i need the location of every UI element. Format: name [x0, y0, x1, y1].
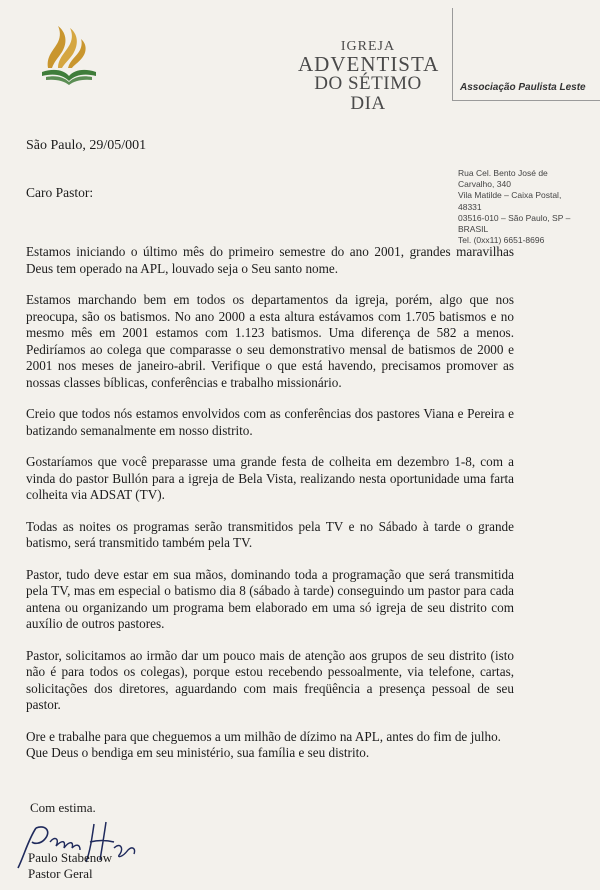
address-line: Rua Cel. Bento José de	[458, 168, 548, 178]
paragraph: Creio que todos nós estamos envolvidos com as conferências dos pastores Viana e Pereira e batizando semanalmente em nosso distrito.	[26, 406, 514, 438]
closing: Com estima.	[30, 800, 96, 815]
paragraph: Ore e trabalhe para que cheguemos a um milhão de dízimo na APL, antes do fim de julho.	[26, 728, 501, 744]
paragraph: Pastor, tudo deve estar em sua mãos, dominando toda a programação que será transmitida pela TV, mas em especial o batismo dia 8 (sábado à tarde) conseguindo um pastor para cada antena ou organizando um programa bem elaborado em uma só igreja de seu distrito com auxílio de outros pastores.	[26, 566, 514, 631]
letter-body	[26, 244, 514, 777]
address-line: 48331	[458, 201, 482, 212]
adventist-logo-icon	[28, 24, 110, 86]
signer-title: Pastor Geral	[28, 866, 93, 881]
organization-name	[298, 40, 438, 114]
paragraph: Pastor, solicitamos ao irmão dar um pouco mais de atenção aos grupos de seu distrito (isto não é para todos os colegas), porque estou recebendo pessoalmente, via telefone, cartas, solicitações dos diretores, aguardando com mais freqüência a presença pessoal de seu pastor.	[26, 647, 514, 712]
header-divider-vertical	[452, 8, 453, 100]
final-line: Que Deus o bendiga em seu ministério, sua família e seu distrito.	[26, 745, 370, 760]
paragraph: Estamos marchando bem em todos os departamentos da igreja, porém, algo que nos preocupa, são os batismos. No ano 2000 a esta altura estávamos com 1.705 batismos e no mesmo mês em 2001 estamos com 1.123 batismos. Uma diferença de 582 a menos. Pediríamos ao colega que comparasse o seu demonstrativo mensal de batismos de 2000 e 2001 nos meses de janeiro-abril. Verifique o que está havendo, precisamos promover as nossas classes bíblicas, conferências e trabalho missionário.	[26, 292, 514, 390]
signer	[28, 850, 112, 882]
address-line: 03516-010 – São Paulo, SP –	[458, 212, 571, 223]
address-block	[458, 168, 598, 246]
address-line: Carvalho, 340	[458, 179, 511, 190]
org-line-3: DO SÉTIMO DIA	[314, 73, 422, 114]
association-name: Associação Paulista Leste	[460, 82, 586, 93]
paragraph: Estamos iniciando o último mês do primeiro semestre do ano 2001, grandes maravilhas Deus tem operado na APL, louvado seja o Seu santo nome.	[26, 244, 514, 276]
place-date: São Paulo, 29/05/001	[26, 138, 147, 153]
address-line: BRASIL	[458, 224, 489, 235]
paragraph: Todas as noites os programas serão transmitidos pela TV e no Sábado à tarde o grande batismo, será transmitido também pela TV.	[26, 518, 514, 550]
header-divider-horizontal	[452, 100, 600, 101]
signer-name: Paulo Stabenow	[28, 850, 113, 865]
salutation: Caro Pastor:	[26, 185, 94, 200]
org-line-2: ADVENTISTA	[298, 52, 440, 76]
paragraph: Gostaríamos que você preparasse uma grande festa de colheita em dezembro 1-8, com a vinda do pastor Bullón para a igreja de Bela Vista, realizando nesta oportunidade uma farta colheita via ADSAT (TV).	[26, 454, 514, 502]
address-line: Vila Matilde – Caixa Postal,	[458, 190, 562, 201]
org-line-1: IGREJA	[340, 39, 396, 54]
address-line: Tel. (0xx11) 6651-8696	[458, 235, 545, 246]
